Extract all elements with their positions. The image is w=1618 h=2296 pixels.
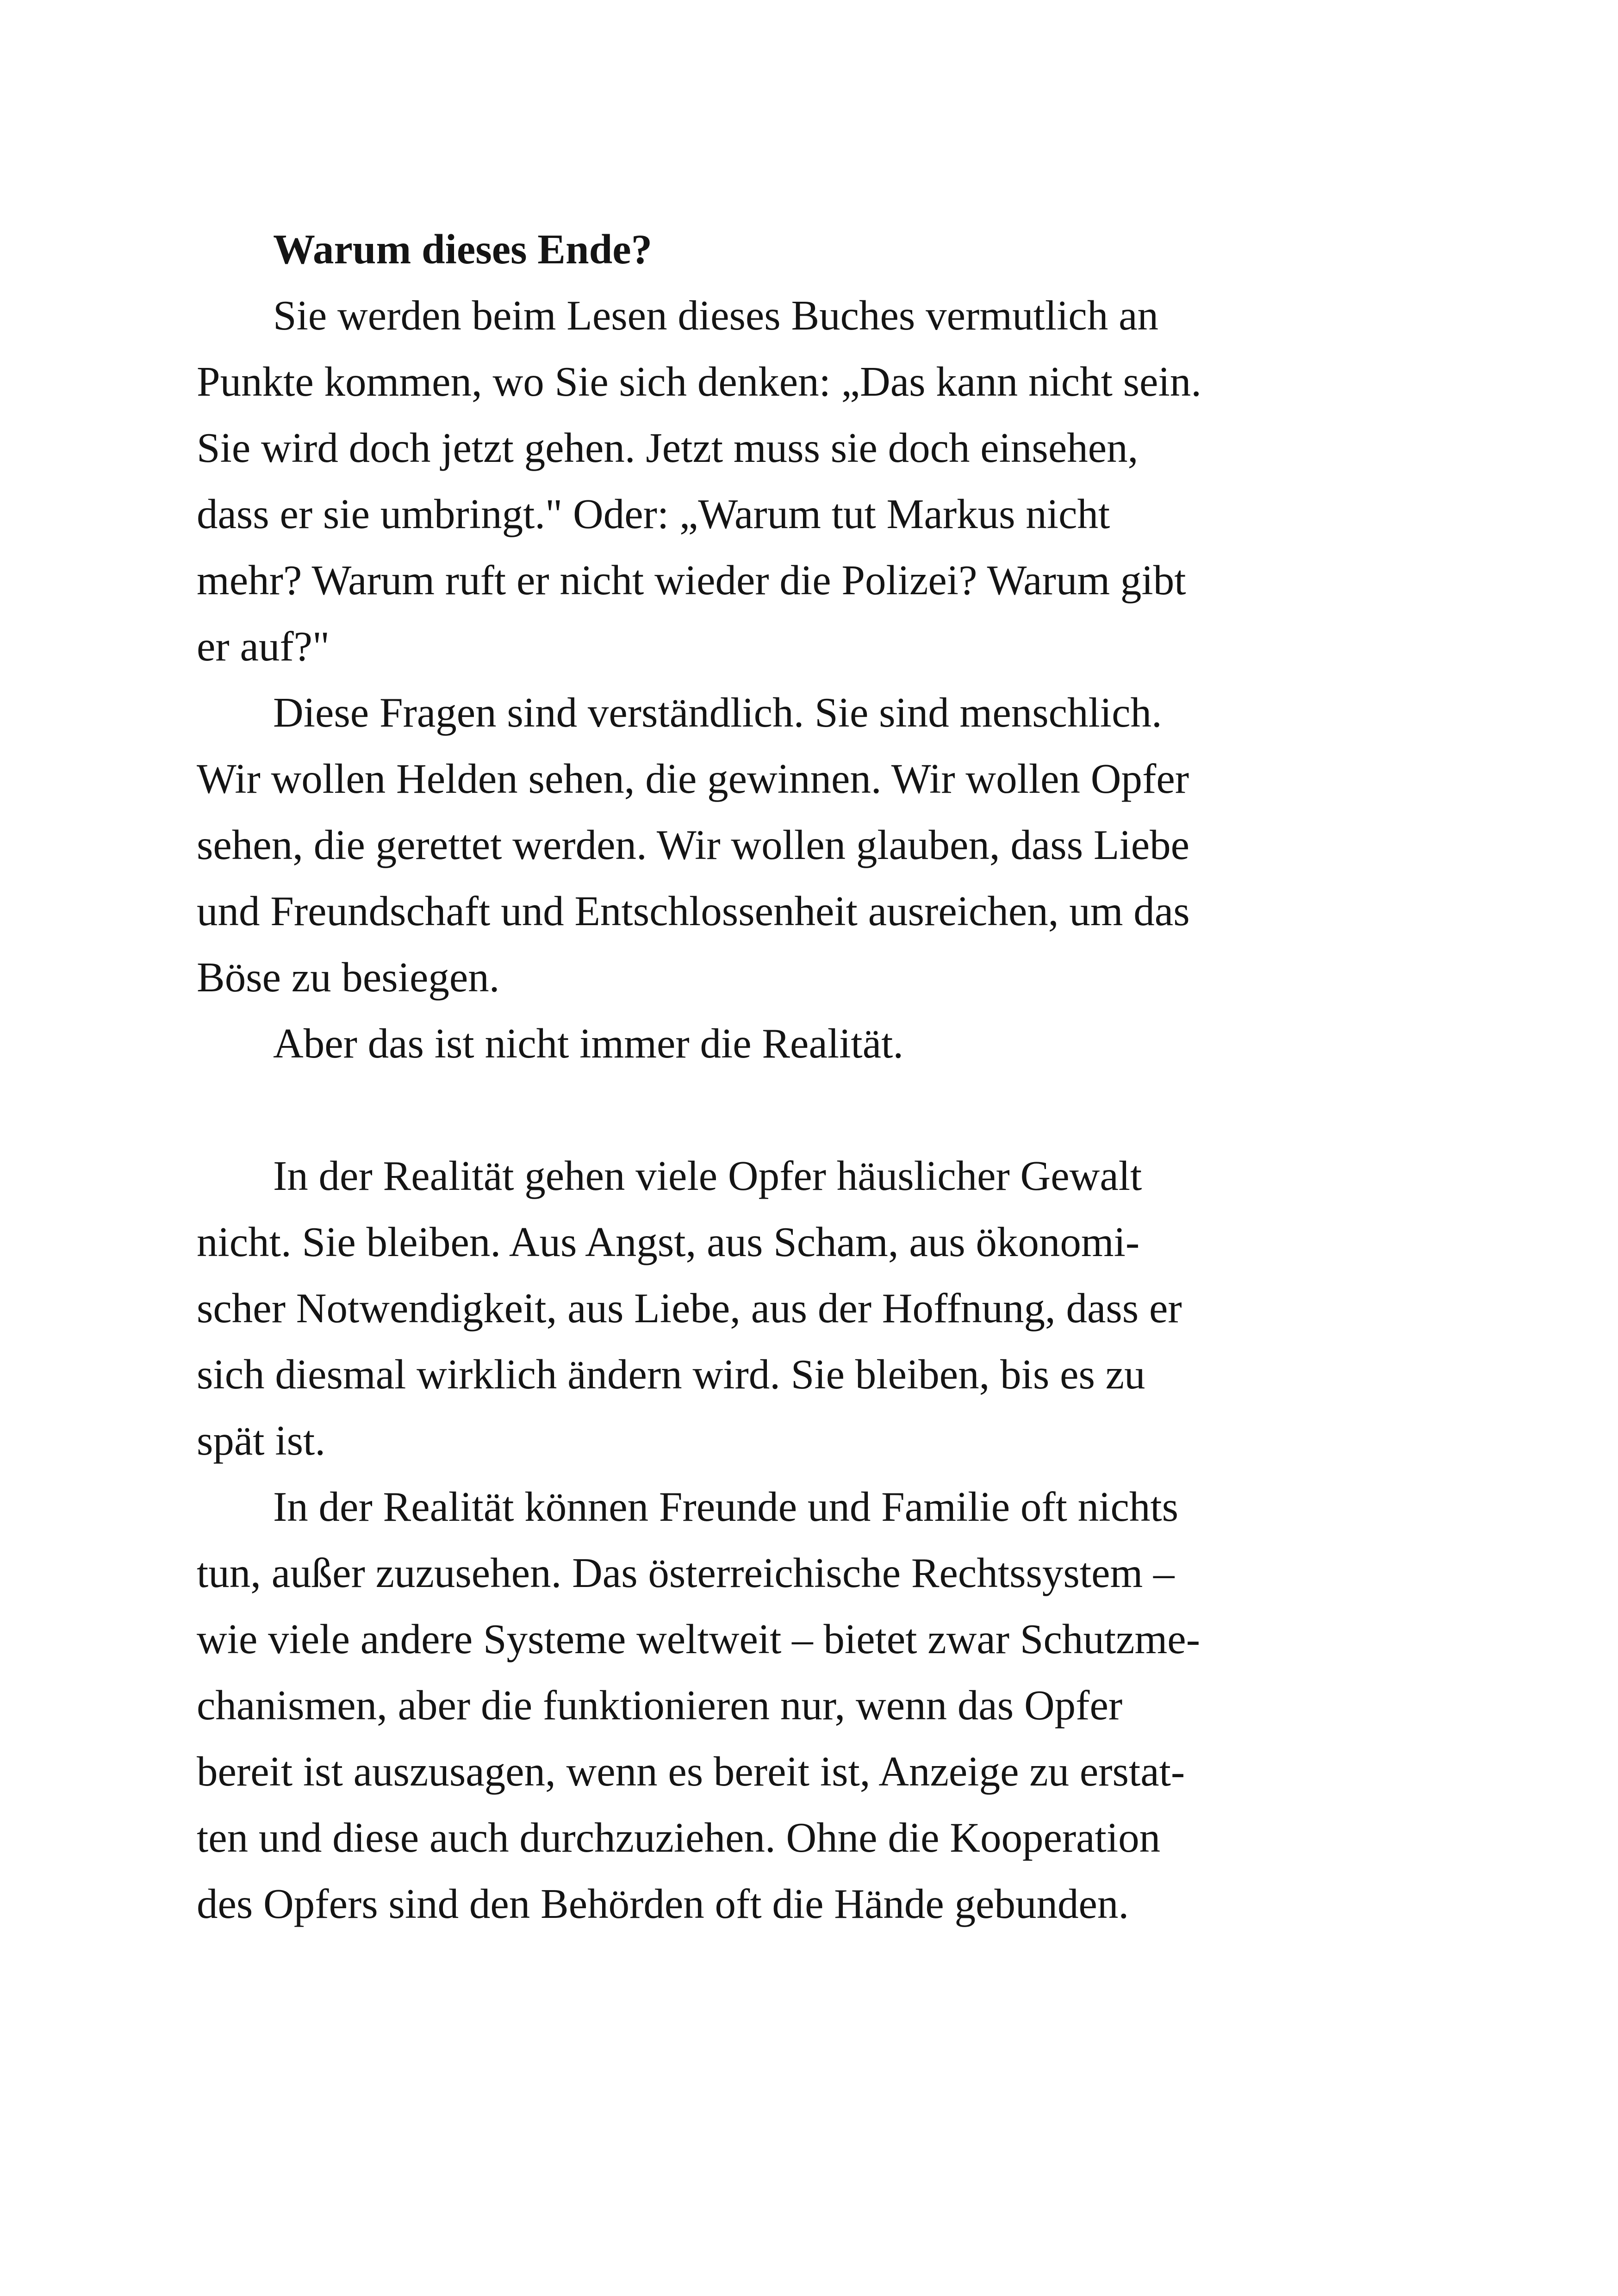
paragraph-gap [197,1076,1446,1143]
text-line: Aber das ist nicht immer die Realität. [273,1020,904,1067]
text-line: scher Notwendigkeit, aus Liebe, aus der Hoffnung, dass er [197,1285,1182,1332]
paragraph [197,679,1446,1010]
text-line: chanismen, aber die funktionieren nur, wenn das Opfer [197,1682,1123,1729]
text-line: bereit ist auszusagen, wenn es bereit ist, Anzeige zu erstat- [197,1748,1185,1795]
paragraph [197,1474,1446,1937]
section-heading: Warum dieses Ende? [273,226,653,273]
text-line: Sie wird doch jetzt gehen. Jetzt muss sie doch einsehen, [197,424,1139,471]
text-line: sehen, die gerettet werden. Wir wollen glauben, dass Liebe [197,821,1190,868]
text-line: wie viele andere Systeme weltweit – bietet zwar Schutzme- [197,1616,1201,1662]
text-line: Böse zu besiegen. [197,954,500,1001]
text-line: dass er sie umbringt." Oder: „Warum tut Markus nicht [197,491,1110,537]
text-line: spät ist. [197,1417,326,1464]
page-text [197,216,1446,1937]
text-line: des Opfers sind den Behörden oft die Hände gebunden. [197,1880,1129,1927]
text-line: Punkte kommen, wo Sie sich denken: „Das kann nicht sein. [197,358,1201,405]
text-line: In der Realität gehen viele Opfer häuslicher Gewalt [273,1152,1142,1199]
paragraph [197,1010,1446,1076]
text-line: Diese Fragen sind verständlich. Sie sind menschlich. [273,689,1162,736]
text-line: nicht. Sie bleiben. Aus Angst, aus Scham, aus ökonomi- [197,1219,1140,1265]
text-line: ten und diese auch durchzuziehen. Ohne die Kooperation [197,1814,1161,1861]
text-line: tun, außer zuzusehen. Das österreichische Rechtssystem – [197,1549,1175,1596]
text-line: mehr? Warum ruft er nicht wieder die Polizei? Warum gibt [197,557,1186,604]
text-line: In der Realität können Freunde und Familie oft nichts [273,1483,1179,1530]
text-line: er auf?" [197,623,330,670]
paragraph [197,1143,1446,1474]
text-line: Wir wollen Helden sehen, die gewinnen. Wir wollen Opfer [197,755,1189,802]
text-line: Sie werden beim Lesen dieses Buches vermutlich an [273,292,1158,339]
text-line: und Freundschaft und Entschlossenheit ausreichen, um das [197,888,1190,934]
paragraph [197,282,1446,679]
text-line: sich diesmal wirklich ändern wird. Sie bleiben, bis es zu [197,1351,1145,1398]
